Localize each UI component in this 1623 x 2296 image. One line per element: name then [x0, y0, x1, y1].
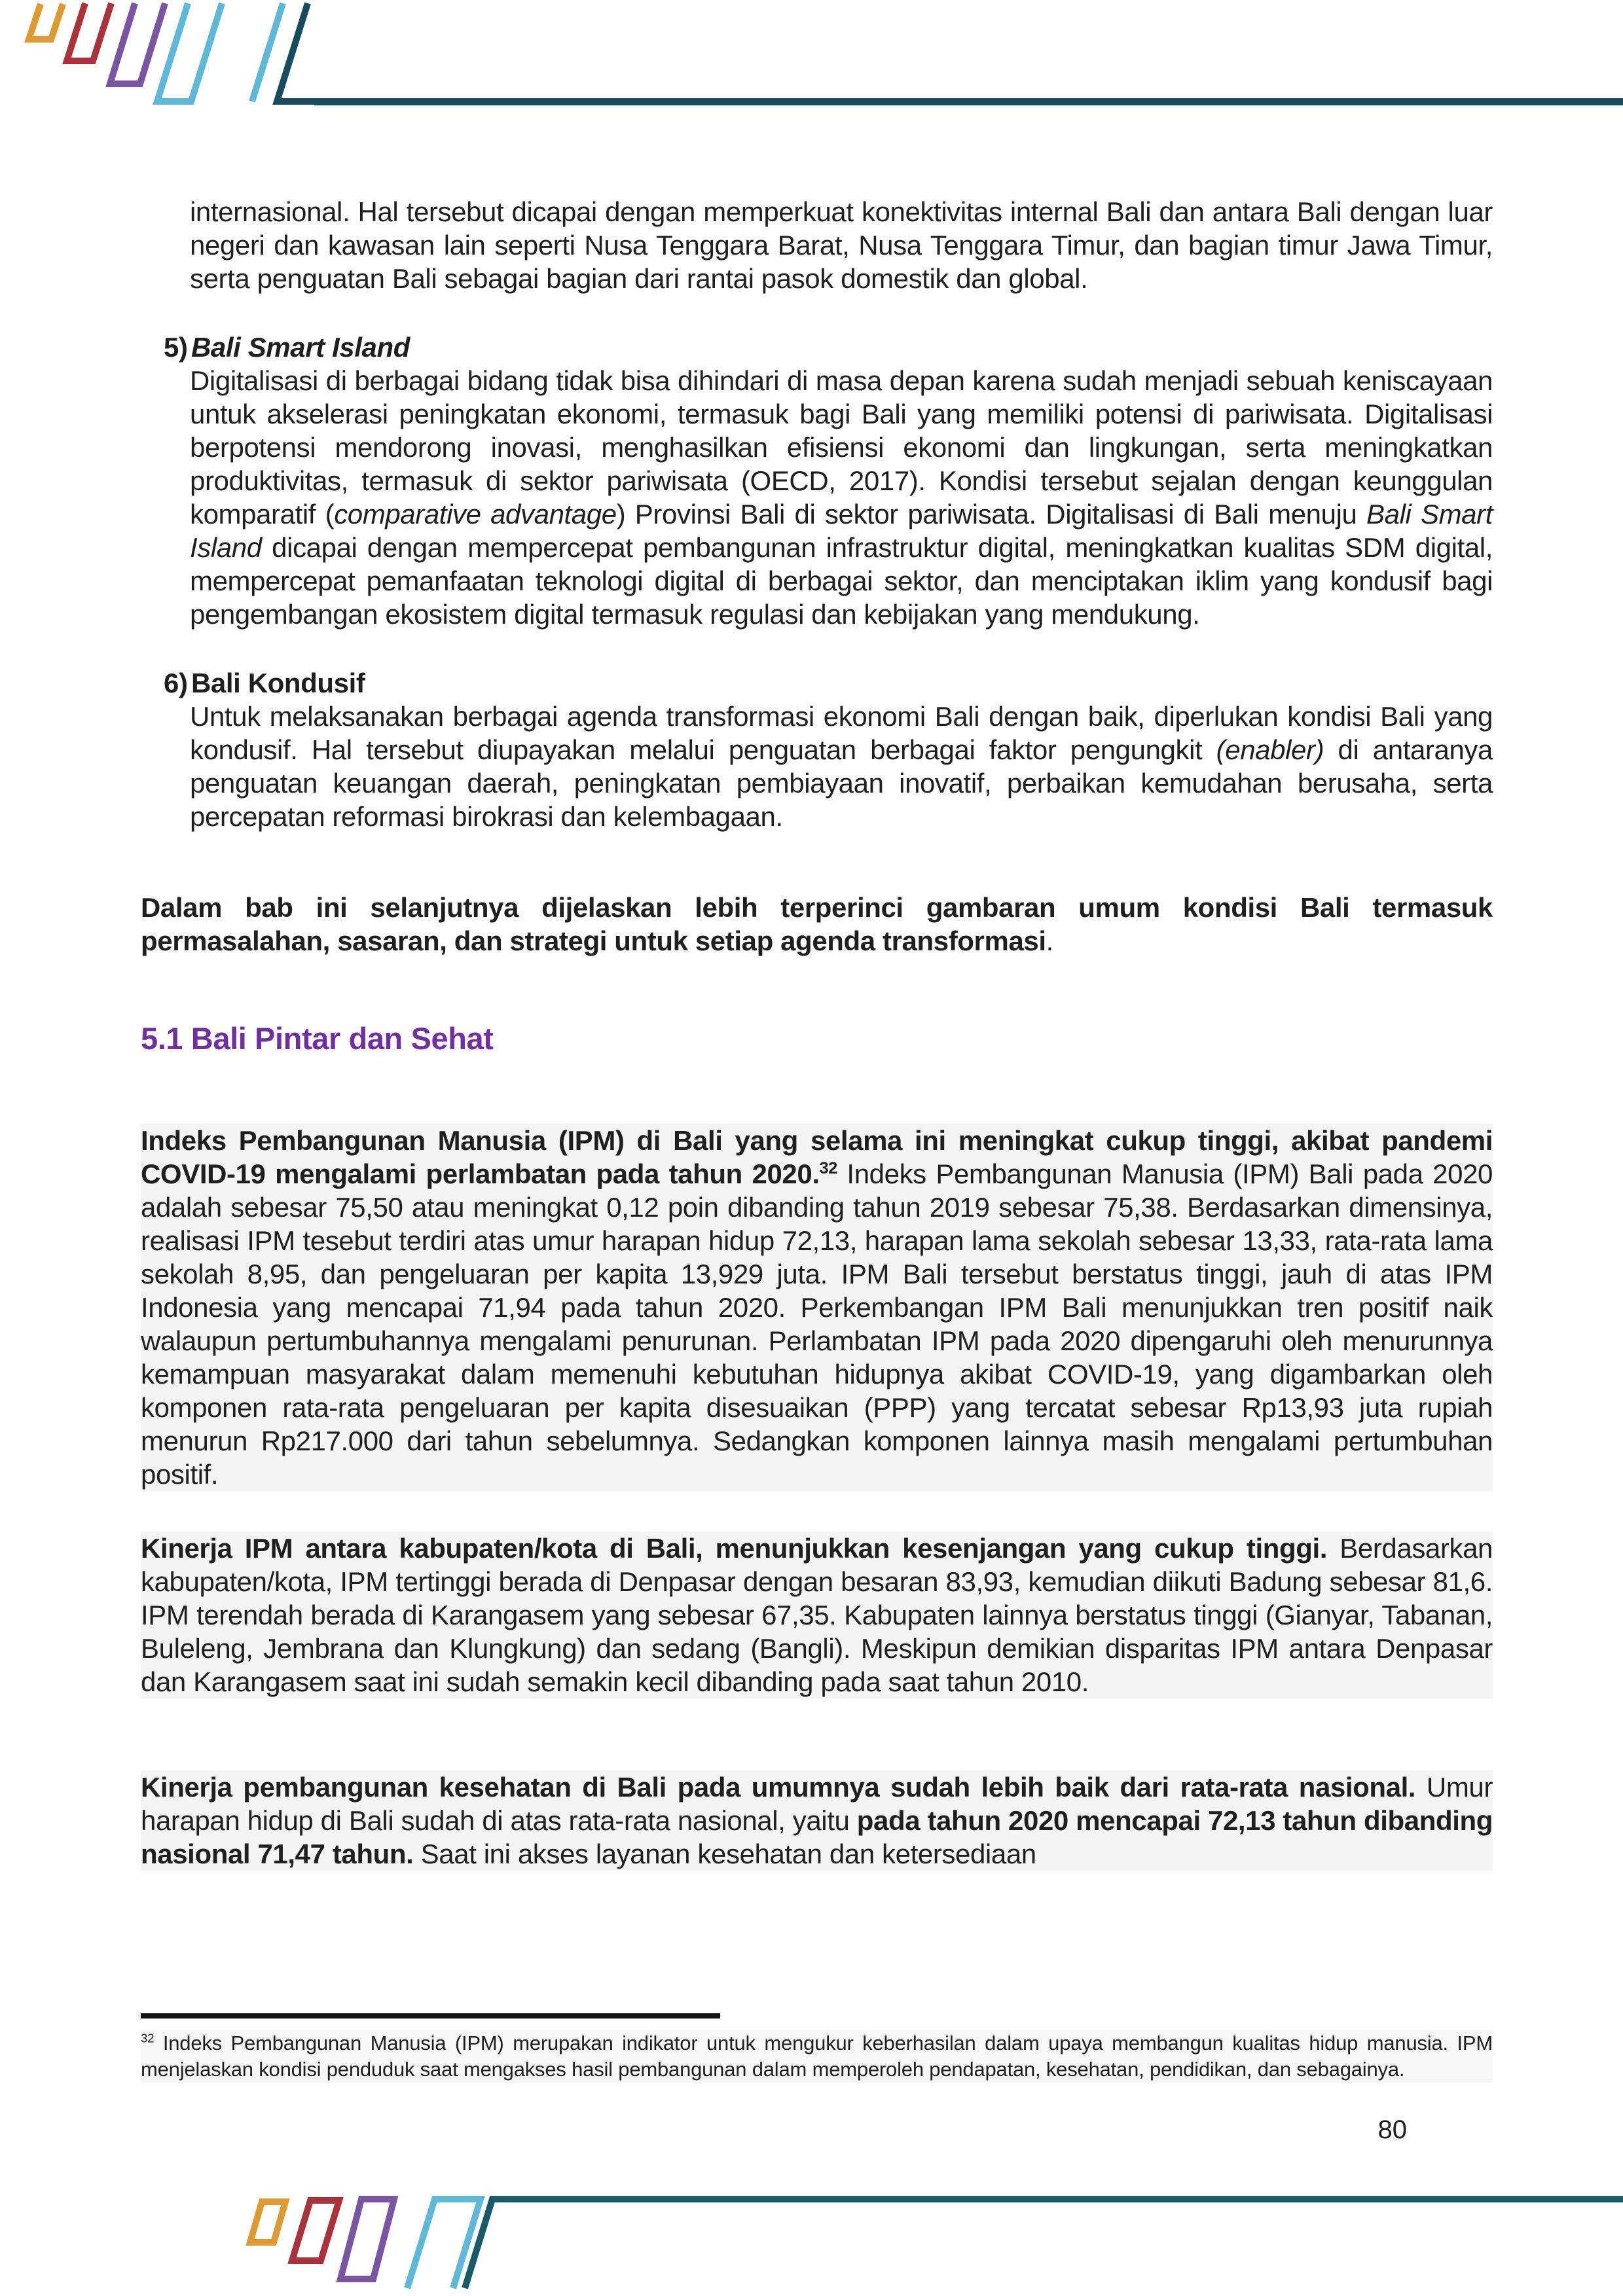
logo-stripe-orange-icon	[29, 4, 63, 39]
text-run: 32	[819, 1159, 837, 1177]
footnote-area	[141, 2013, 1493, 2083]
paragraph-kinerja-ipm	[141, 1532, 1493, 1698]
header-rule	[314, 98, 1623, 105]
logo-stripe-purple-icon	[340, 2199, 394, 2279]
text-run: (enabler)	[1216, 734, 1324, 765]
paragraph-bali-smart-island	[190, 364, 1493, 631]
brand-logo-top	[0, 0, 327, 115]
text-run: Saat ini akses layanan kesehatan dan ketersediaan	[413, 1839, 1036, 1869]
text-run: Untuk melaksanakan berbagai agenda transformasi ekonomi Bali dengan baik, diperlukan kondisi Bali yang kondusif. Hal tersebut diupayakan melalui penguatan berbagai faktor pengungkit	[190, 701, 1493, 765]
page-number: 80	[1377, 2115, 1407, 2144]
text-run: comparative advantage	[334, 499, 617, 529]
text-run: Indeks Pembangunan Manusia (IPM) di Bali yang selama ini meningkat cukup tinggi, akibat pandemi COVID-19 mengalami perlambatan pada tahun 2020.	[141, 1125, 1493, 1189]
logo-slash-dark-icon	[465, 2199, 687, 2288]
text-run: Dalam bab ini selanjutnya dijelaskan lebih terperinci gambaran umum kondisi Bali termasuk permasalahan, sasaran, dan strategi untuk setiap agenda transformasi	[141, 892, 1493, 956]
text-run: di antaranya penguatan keuangan daerah, peningkatan pembiayaan inovatif, perbaikan kemudahan berusaha, serta percepatan reformasi birokrasi dan kelembagaan.	[190, 734, 1493, 832]
paragraph-bali-kondusif	[190, 700, 1493, 833]
text-run: Berdasarkan kabupaten/kota, IPM tertinggi berada di Denpasar dengan besaran 83,93, kemudian diikuti Badung sebesar 81,6. IPM terendah berada di Karangasem yang sebesar 67,35. Kabupaten lainnya berstatus tinggi (Gianyar, Tabanan, Buleleng, Jembrana dan Klungkung) dan sedang (Bangli). Meskipun demikian disparitas IPM antara Denpasar dan Karangasem saat ini sudah semakin kecil dibanding pada saat tahun 2010.	[141, 1533, 1493, 1697]
logo-stripe-purple-icon	[110, 3, 165, 84]
text-run: ) Provinsi Bali di sektor pariwisata. Digitalisasi di Bali menuju	[616, 499, 1367, 529]
footnote-text	[141, 2030, 1493, 2083]
brand-logo-bottom	[242, 2183, 687, 2296]
text-run: Digitalisasi di berbagai bidang tidak bisa dihindari di masa depan karena sudah menjadi sebuah keniscayaan untuk akselerasi peningkatan ekonomi, termasuk bagi Bali yang memiliki potensi di pariwisata. Digitalisasi berpotensi mendorong inovasi, menghasilkan efisiensi ekonomi dan lingkungan, serta meningkatkan produktivitas, termasuk di sektor pariwisata (OECD, 2017). Kondisi tersebut sejalan dengan keunggulan komparatif (	[190, 365, 1493, 529]
text-run: Umur harapan hidup di Bali sudah di atas rata-rata nasional, yaitu	[141, 1772, 1493, 1836]
list-item-5-number: 5)	[164, 332, 188, 363]
logo-stripe-red-icon	[292, 2200, 339, 2261]
paragraph-ipm	[141, 1124, 1493, 1491]
paragraph-dalam-bab	[141, 891, 1493, 958]
section-title-5-1: 5.1 Bali Pintar dan Sehat	[141, 1021, 494, 1056]
footnote-separator	[141, 2013, 720, 2018]
text-run: Kinerja pembangunan kesehatan di Bali pada umumnya sudah lebih baik dari rata-rata nasional.	[141, 1772, 1416, 1803]
page-content	[141, 195, 1493, 1871]
list-item-6-heading	[164, 666, 1493, 700]
logo-stripe-red-icon	[67, 3, 111, 61]
text-run: .	[1046, 925, 1053, 956]
text-run: dicapai dengan mempercepat pembangunan infrastruktur digital, meningkatkan kualitas SDM digital, mempercepat pemanfaatan teknologi digital di berbagai sektor, dan menciptakan iklim yang kondusif bagi pengembangan ekosistem digital termasuk regulasi dan kebijakan yang mendukung.	[190, 532, 1493, 630]
text-run: internasional. Hal tersebut dicapai dengan memperkuat konektivitas internal Bali dan antara Bali dengan luar negeri dan kawasan lain seperti Nusa Tenggara Barat, Nusa Tenggara Timur, dan bagian timur Jawa Timur, serta penguatan Bali sebagai bagian dari rantai pasok domestik dan global.	[190, 196, 1493, 294]
logo-stripe-orange-icon	[250, 2202, 285, 2242]
list-item-6-number: 6)	[164, 668, 188, 698]
text-run: Bali Smart Island	[190, 499, 1493, 563]
text-run: Indeks Pembangunan Manusia (IPM) Bali pada 2020 adalah sebesar 75,50 atau meningkat 0,12 poin dibanding tahun 2019 sebesar 75,38. Berdasarkan dimensinya, realisasi IPM tesebut terdiri atas umur harapan hidup 72,13, harapan lama sekolah sebesar 13,33, rata-rata lama sekolah 8,95, dan pengeluaran per kapita 13,929 juta. IPM Bali tersebut berstatus tinggi, jauh di atas IPM Indonesia yang mencapai 71,94 pada tahun 2020. Perkembangan IPM Bali menunjukkan tren positif naik walaupun pertumbuhannya mengalami penurunan. Perlambatan IPM pada 2020 dipengaruhi oleh menurunnya kemampuan masyarakat dalam memenuhi kebutuhan hidupnya akibat COVID-19, yang digambarkan oleh komponen rata-rata pengeluaran per kapita disesuaikan (PPP) yang tercatat sebesar Rp13,93 juta rupiah menurun Rp217.000 dari tahun sebelumnya. Sedangkan komponen lainnya masih mengalami pertumbuhan positif.	[141, 1158, 1493, 1490]
logo-stripe-cyan-icon	[157, 3, 222, 101]
paragraph-kesehatan	[141, 1770, 1493, 1871]
text-run: pada tahun 2020 mencapai 72,13 tahun dibanding nasional 71,47 tahun.	[141, 1805, 1493, 1869]
paragraph-internasional	[190, 195, 1493, 295]
text-run: 32	[141, 2031, 155, 2045]
text-run: Kinerja IPM antara kabupaten/kota di Bali, menunjukkan kesenjangan yang cukup tinggi.	[141, 1533, 1328, 1564]
text-run: Indeks Pembangunan Manusia (IPM) merupakan indikator untuk mengukur keberhasilan dalam upaya membangun kualitas hidup manusia. IPM menjelaskan kondisi penduduk saat mengakses hasil pembangunan dalam memperoleh pendapatan, kesehatan, pendidikan, dan sebagainya.	[141, 2032, 1493, 2081]
footer-rule	[678, 2196, 1623, 2202]
list-item-6-title: Bali Kondusif	[191, 668, 365, 698]
list-item-5-title: Bali Smart Island	[191, 332, 410, 363]
logo-slash-dark-icon	[277, 3, 327, 101]
list-item-5-heading	[164, 331, 1493, 364]
